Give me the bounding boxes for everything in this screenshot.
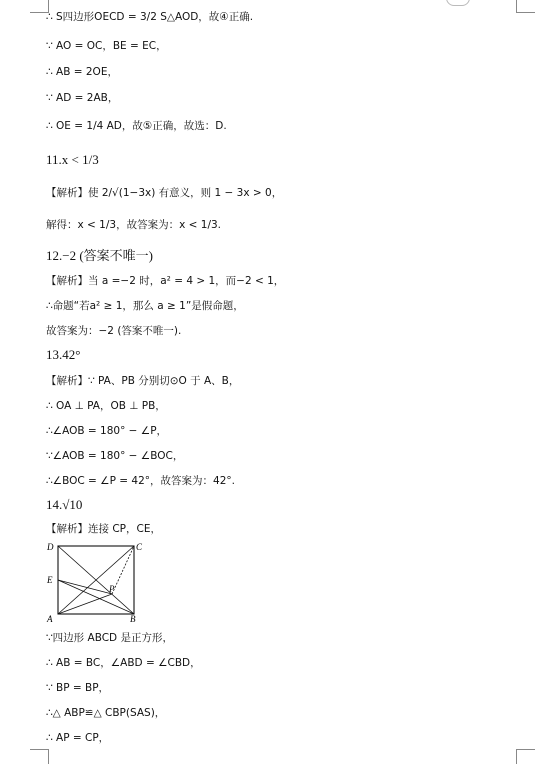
- line-14: 【解析】∵ PA、PB 分别切⊙O 于 A、B，: [46, 375, 240, 387]
- corner-mark-top-right: [516, 0, 535, 13]
- label-d: D: [47, 542, 54, 552]
- line-7: 【解析】使 2/√(1−3x) 有意义，则 1 − 3x > 0，: [46, 187, 283, 199]
- line-8: 解得：x < 1/3，故答案为：x < 1/3.: [46, 219, 222, 231]
- page-top-decoration: [446, 0, 470, 6]
- line-22: ∴ AB = BC，∠ABD = ∠CBD，: [46, 657, 201, 669]
- line-4: ∵ AD = 2AB，: [46, 92, 119, 104]
- line-18: ∴∠BOC = ∠P = 42°，故答案为：42°.: [46, 475, 235, 487]
- line-12: 故答案为：−2 (答案不唯一).: [46, 325, 182, 337]
- line-15: ∴ OA ⊥ PA，OB ⊥ PB，: [46, 400, 166, 412]
- corner-mark-bottom-right: [516, 749, 535, 764]
- segment-ap: [58, 594, 112, 614]
- line-23: ∵ BP = BP，: [46, 682, 110, 694]
- line-5: ∴ OE = 1/4 AD，故⑤正确，故选：D.: [46, 120, 227, 132]
- label-c: C: [136, 542, 143, 552]
- line-25: ∴ AP = CP，: [46, 732, 110, 744]
- label-b: B: [130, 614, 136, 624]
- line-24: ∴△ ABP≌△ CBP(SAS)，: [46, 707, 166, 719]
- line-1: ∴ S四边形OECD = 3/2 S△AOD，故④正确.: [46, 11, 254, 23]
- line-20: 【解析】连接 CP，CE，: [46, 523, 161, 535]
- question-11-answer: 11.x < 1/3: [46, 152, 99, 167]
- square-geometry-figure: [46, 540, 146, 624]
- line-11: ∴命题“若a² ≥ 1，那么 a ≥ 1”是假命题，: [46, 300, 244, 312]
- line-21: ∵四边形 ABCD 是正方形，: [46, 632, 173, 644]
- line-2: ∵ AO = OC，BE = EC，: [46, 40, 167, 52]
- line-16: ∴∠AOB = 180° − ∠P，: [46, 425, 168, 437]
- question-14-answer: 14.√10: [46, 497, 83, 512]
- question-13-answer: 13.42°: [46, 347, 81, 362]
- line-17: ∵∠AOB = 180° − ∠BOC，: [46, 450, 184, 462]
- line-3: ∴ AB = 2OE，: [46, 66, 118, 78]
- segment-cp: [112, 546, 134, 594]
- label-a: A: [47, 614, 53, 624]
- line-10: 【解析】当 a =−2 时，a² = 4 > 1，而−2 < 1，: [46, 275, 285, 287]
- label-p: P: [109, 584, 115, 594]
- segment-eb: [58, 580, 134, 614]
- corner-mark-bottom-left: [30, 749, 49, 764]
- question-12-answer: 12.−2 (答案不唯一): [46, 248, 153, 263]
- label-e: E: [47, 575, 53, 585]
